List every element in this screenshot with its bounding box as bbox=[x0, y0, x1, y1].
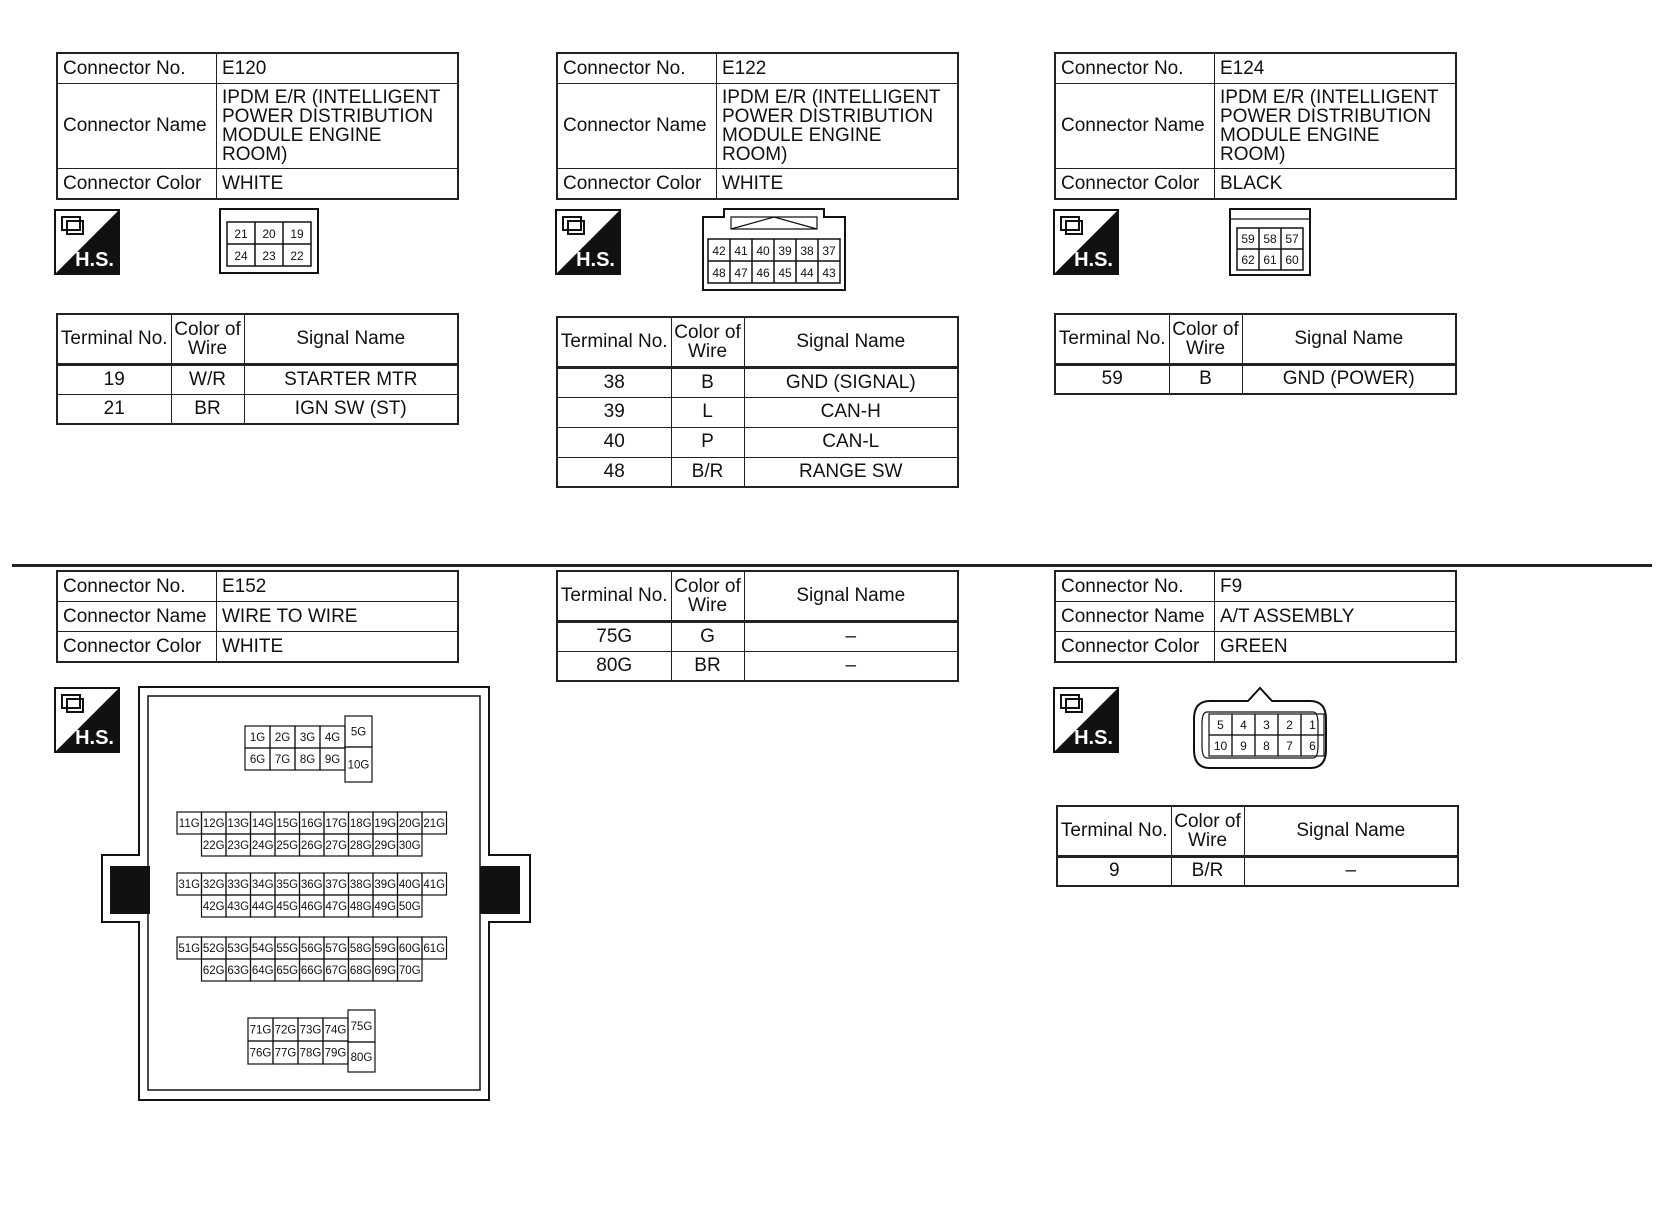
pin-number: 48 bbox=[712, 266, 726, 280]
connector-color-value: WHITE bbox=[217, 631, 459, 662]
table-row bbox=[557, 621, 958, 651]
hs-label: H.S. bbox=[75, 727, 114, 749]
signal-name: – bbox=[744, 621, 958, 651]
terminal-no-header: Terminal No. bbox=[1057, 806, 1171, 856]
signal-name: STARTER MTR bbox=[244, 364, 458, 394]
wire-color: B/R bbox=[671, 457, 744, 487]
pin-number: 39G bbox=[374, 879, 397, 892]
pin-number: 46G bbox=[300, 901, 323, 914]
terminal-no-header: Terminal No. bbox=[557, 571, 671, 621]
harness-side-icon bbox=[54, 209, 120, 275]
pin-number: 41G bbox=[423, 879, 446, 892]
pin-number: 33G bbox=[227, 879, 250, 892]
pin-number: 59G bbox=[374, 943, 397, 956]
pin-number: 58 bbox=[1263, 232, 1277, 246]
pin-number: 18G bbox=[349, 818, 372, 831]
pin-number: 63G bbox=[227, 965, 250, 978]
pin-number: 23G bbox=[227, 840, 250, 853]
e124-terminal-table bbox=[1054, 313, 1457, 395]
pin-number: 36G bbox=[300, 879, 323, 892]
signal-name-header: Signal Name bbox=[1242, 314, 1456, 364]
terminal-no: 75G bbox=[557, 621, 671, 651]
pin-number: 2G bbox=[274, 732, 291, 745]
pin-number: 69G bbox=[374, 965, 397, 978]
pin-number: 10 bbox=[1213, 739, 1228, 753]
pin-number: 20 bbox=[262, 227, 276, 241]
connector-name-value: IPDM E/R (INTELLIGENT POWER DISTRIBUTION MODULE ENGINE ROOM) bbox=[717, 83, 959, 168]
connector-name-label: Connector Name bbox=[557, 83, 717, 168]
signal-name: IGN SW (ST) bbox=[244, 394, 458, 424]
signal-name-header: Signal Name bbox=[744, 571, 958, 621]
hs-label: H.S. bbox=[1074, 249, 1113, 271]
harness-side-icon bbox=[1053, 209, 1119, 275]
pin-number: 8G bbox=[299, 754, 316, 767]
pin-number: 64G bbox=[251, 965, 274, 978]
pin-number: 19G bbox=[374, 818, 397, 831]
pin-number: 50G bbox=[398, 901, 421, 914]
pin-number: 22G bbox=[202, 840, 225, 853]
pin-number: 27G bbox=[325, 840, 348, 853]
wire-color: B bbox=[1169, 364, 1242, 394]
e124-info-table bbox=[1054, 52, 1457, 200]
pin-number: 7G bbox=[274, 754, 291, 767]
pin-number: 11G bbox=[178, 818, 200, 831]
pin-number: 19 bbox=[290, 227, 304, 241]
pin-number: 73G bbox=[299, 1024, 322, 1037]
wire-color: BR bbox=[171, 394, 244, 424]
color-of-wire-header: Color of Wire bbox=[1171, 806, 1244, 856]
pin-number: 26G bbox=[300, 840, 323, 853]
connector-no-value: E120 bbox=[217, 53, 459, 83]
pin-number: 17G bbox=[325, 818, 348, 831]
pin-number: 8 bbox=[1263, 739, 1270, 753]
pin-number: 1G bbox=[249, 732, 266, 745]
pin-number: 4G bbox=[324, 732, 341, 745]
terminal-no-header: Terminal No. bbox=[557, 317, 671, 367]
pin-number: 9G bbox=[324, 754, 341, 767]
pin-number: 41 bbox=[734, 244, 748, 258]
pin-number: 3 bbox=[1263, 718, 1270, 732]
connector-no-label: Connector No. bbox=[57, 571, 217, 601]
connector-color-label: Connector Color bbox=[57, 631, 217, 662]
wire-color: BR bbox=[671, 651, 744, 681]
e120-connector-diagram bbox=[218, 207, 322, 277]
table-row bbox=[557, 427, 958, 457]
connector-color-label: Connector Color bbox=[1055, 168, 1215, 199]
table-row bbox=[1055, 364, 1456, 394]
pin-number: 45G bbox=[276, 901, 299, 914]
connector-name-value: A/T ASSEMBLY bbox=[1215, 601, 1457, 631]
pin-number: 51G bbox=[178, 943, 201, 956]
e152-terminal-table bbox=[556, 570, 959, 682]
table-row bbox=[57, 394, 458, 424]
wire-color: B/R bbox=[1171, 856, 1244, 886]
e152-info-table bbox=[56, 570, 459, 663]
f9-info-table bbox=[1054, 570, 1457, 663]
pin-number: 65G bbox=[276, 965, 299, 978]
pin-number: 58G bbox=[349, 943, 372, 956]
pin-number: 44G bbox=[251, 901, 274, 914]
pin-number: 25G bbox=[276, 840, 299, 853]
section-divider bbox=[12, 564, 1652, 567]
connector-name-value: WIRE TO WIRE bbox=[217, 601, 459, 631]
pin-number: 47G bbox=[325, 901, 348, 914]
pin-number: 24 bbox=[234, 249, 248, 263]
color-of-wire-header: Color of Wire bbox=[671, 571, 744, 621]
connector-no-label: Connector No. bbox=[557, 53, 717, 83]
e120-terminal-table bbox=[56, 313, 459, 425]
pin-number: 75G bbox=[350, 1021, 373, 1034]
pin-number: 48G bbox=[349, 901, 372, 914]
pin-number: 45 bbox=[778, 266, 792, 280]
e120-info-table bbox=[56, 52, 459, 200]
pin-number: 80G bbox=[350, 1052, 373, 1065]
wire-color: W/R bbox=[171, 364, 244, 394]
color-of-wire-header: Color of Wire bbox=[1169, 314, 1242, 364]
pin-number: 67G bbox=[325, 965, 348, 978]
pin-number: 76G bbox=[249, 1047, 272, 1060]
pin-number: 22 bbox=[290, 249, 304, 263]
terminal-no: 48 bbox=[557, 457, 671, 487]
pin-number: 72G bbox=[274, 1024, 297, 1037]
table-row bbox=[57, 364, 458, 394]
f9-terminal-table bbox=[1056, 805, 1459, 887]
pin-number: 68G bbox=[349, 965, 372, 978]
connector-name-value: IPDM E/R (INTELLIGENT POWER DISTRIBUTION MODULE ENGINE ROOM) bbox=[1215, 83, 1457, 168]
pin-number: 37 bbox=[822, 244, 836, 258]
pin-number: 15G bbox=[276, 818, 299, 831]
connector-color-value: BLACK bbox=[1215, 168, 1457, 199]
connector-no-label: Connector No. bbox=[1055, 571, 1215, 601]
pin-number: 53G bbox=[227, 943, 250, 956]
pin-number: 1 bbox=[1309, 718, 1316, 732]
terminal-no: 19 bbox=[57, 364, 171, 394]
pin-number: 6 bbox=[1309, 739, 1316, 753]
pin-number: 23 bbox=[262, 249, 276, 263]
pin-number: 44 bbox=[800, 266, 814, 280]
signal-name: – bbox=[744, 651, 958, 681]
signal-name: GND (SIGNAL) bbox=[744, 367, 958, 397]
pin-number: 39 bbox=[778, 244, 792, 258]
pin-number: 28G bbox=[349, 840, 372, 853]
terminal-no: 80G bbox=[557, 651, 671, 681]
terminal-no: 59 bbox=[1055, 364, 1169, 394]
color-of-wire-header: Color of Wire bbox=[671, 317, 744, 367]
pin-number: 16G bbox=[300, 818, 323, 831]
pin-number: 60 bbox=[1285, 253, 1299, 267]
terminal-no: 9 bbox=[1057, 856, 1171, 886]
pin-number: 7 bbox=[1286, 739, 1293, 753]
pin-number: 42 bbox=[712, 244, 726, 258]
connector-no-value: F9 bbox=[1215, 571, 1457, 601]
pin-number: 29G bbox=[374, 840, 397, 853]
signal-name: CAN-H bbox=[744, 397, 958, 427]
pin-number: 52G bbox=[202, 943, 225, 956]
wire-color: P bbox=[671, 427, 744, 457]
pin-number: 43G bbox=[227, 901, 250, 914]
signal-name: CAN-L bbox=[744, 427, 958, 457]
e152-connector-diagram bbox=[98, 684, 534, 1106]
pin-number: 79G bbox=[324, 1047, 347, 1060]
pin-number: 38G bbox=[349, 879, 372, 892]
harness-side-icon bbox=[555, 209, 621, 275]
connector-no-value: E124 bbox=[1215, 53, 1457, 83]
e122-terminal-table bbox=[556, 316, 959, 488]
pin-number: 3G bbox=[299, 732, 316, 745]
hs-label: H.S. bbox=[1074, 727, 1113, 749]
connector-color-value: WHITE bbox=[717, 168, 959, 199]
connector-no-label: Connector No. bbox=[57, 53, 217, 83]
pin-number: 24G bbox=[251, 840, 274, 853]
pin-number: 5G bbox=[350, 726, 367, 739]
pin-number: 57 bbox=[1285, 232, 1299, 246]
connector-name-label: Connector Name bbox=[1055, 601, 1215, 631]
pin-number: 4 bbox=[1240, 718, 1247, 732]
pin-number: 12G bbox=[202, 818, 225, 831]
pin-number: 21G bbox=[423, 818, 446, 831]
pin-number: 20G bbox=[398, 818, 421, 831]
e122-info-table bbox=[556, 52, 959, 200]
terminal-no-header: Terminal No. bbox=[1055, 314, 1169, 364]
pin-number: 10G bbox=[347, 759, 370, 772]
pin-number: 70G bbox=[398, 965, 421, 978]
connector-name-value: IPDM E/R (INTELLIGENT POWER DISTRIBUTION MODULE ENGINE ROOM) bbox=[217, 83, 459, 168]
signal-name-header: Signal Name bbox=[744, 317, 958, 367]
pin-number: 42G bbox=[202, 901, 225, 914]
pin-number: 77G bbox=[274, 1047, 297, 1060]
pin-number: 43 bbox=[822, 266, 836, 280]
pin-number: 62G bbox=[202, 965, 225, 978]
terminal-no: 38 bbox=[557, 367, 671, 397]
pin-number: 34G bbox=[251, 879, 274, 892]
wire-color: B bbox=[671, 367, 744, 397]
pin-number: 40G bbox=[398, 879, 421, 892]
pin-number: 59 bbox=[1241, 232, 1255, 246]
pin-number: 30G bbox=[398, 840, 421, 853]
pin-number: 66G bbox=[300, 965, 323, 978]
connector-no-label: Connector No. bbox=[1055, 53, 1215, 83]
table-row bbox=[557, 397, 958, 427]
pin-number: 2 bbox=[1286, 718, 1293, 732]
connector-color-value: WHITE bbox=[217, 168, 459, 199]
connector-name-label: Connector Name bbox=[57, 83, 217, 168]
connector-color-label: Connector Color bbox=[57, 168, 217, 199]
terminal-no-header: Terminal No. bbox=[57, 314, 171, 364]
pin-number: 31G bbox=[178, 879, 201, 892]
pin-number: 57G bbox=[325, 943, 348, 956]
wire-color: G bbox=[671, 621, 744, 651]
connector-no-value: E122 bbox=[717, 53, 959, 83]
pin-number: 5 bbox=[1217, 718, 1224, 732]
pin-number: 46 bbox=[756, 266, 770, 280]
pin-number: 38 bbox=[800, 244, 814, 258]
pin-number: 47 bbox=[734, 266, 748, 280]
signal-name-header: Signal Name bbox=[1244, 806, 1458, 856]
pin-number: 35G bbox=[276, 879, 299, 892]
terminal-no: 21 bbox=[57, 394, 171, 424]
signal-name: – bbox=[1244, 856, 1458, 886]
connector-color-label: Connector Color bbox=[1055, 631, 1215, 662]
wire-color: L bbox=[671, 397, 744, 427]
signal-name: GND (POWER) bbox=[1242, 364, 1456, 394]
pin-number: 74G bbox=[324, 1024, 347, 1037]
pin-number: 13G bbox=[227, 818, 250, 831]
pin-number: 6G bbox=[249, 754, 266, 767]
pin-number: 61G bbox=[423, 943, 446, 956]
pin-number: 49G bbox=[374, 901, 397, 914]
pin-number: 21 bbox=[234, 227, 248, 241]
hs-label: H.S. bbox=[75, 249, 114, 271]
signal-name-header: Signal Name bbox=[244, 314, 458, 364]
pin-number: 40 bbox=[756, 244, 770, 258]
harness-side-icon bbox=[1053, 687, 1119, 753]
pin-number: 54G bbox=[251, 943, 274, 956]
e122-connector-diagram bbox=[700, 207, 848, 293]
table-row bbox=[557, 367, 958, 397]
terminal-no: 40 bbox=[557, 427, 671, 457]
f9-connector-diagram bbox=[1190, 684, 1330, 772]
pin-number: 62 bbox=[1241, 253, 1255, 267]
hs-label: H.S. bbox=[576, 249, 615, 271]
pin-number: 61 bbox=[1263, 253, 1277, 267]
e124-connector-diagram bbox=[1228, 207, 1314, 279]
pin-number: 32G bbox=[202, 879, 225, 892]
connector-name-label: Connector Name bbox=[57, 601, 217, 631]
terminal-no: 39 bbox=[557, 397, 671, 427]
connector-name-label: Connector Name bbox=[1055, 83, 1215, 168]
table-row bbox=[557, 457, 958, 487]
pin-number: 71G bbox=[249, 1024, 272, 1037]
connector-color-label: Connector Color bbox=[557, 168, 717, 199]
pin-number: 9 bbox=[1240, 739, 1247, 753]
pin-number: 55G bbox=[276, 943, 299, 956]
pin-number: 14G bbox=[251, 818, 274, 831]
table-row bbox=[1057, 856, 1458, 886]
pin-number: 37G bbox=[325, 879, 348, 892]
connector-no-value: E152 bbox=[217, 571, 459, 601]
table-row bbox=[557, 651, 958, 681]
connector-color-value: GREEN bbox=[1215, 631, 1457, 662]
signal-name: RANGE SW bbox=[744, 457, 958, 487]
pin-number: 78G bbox=[299, 1047, 322, 1060]
pin-number: 56G bbox=[300, 943, 323, 956]
color-of-wire-header: Color of Wire bbox=[171, 314, 244, 364]
pin-number: 60G bbox=[398, 943, 421, 956]
